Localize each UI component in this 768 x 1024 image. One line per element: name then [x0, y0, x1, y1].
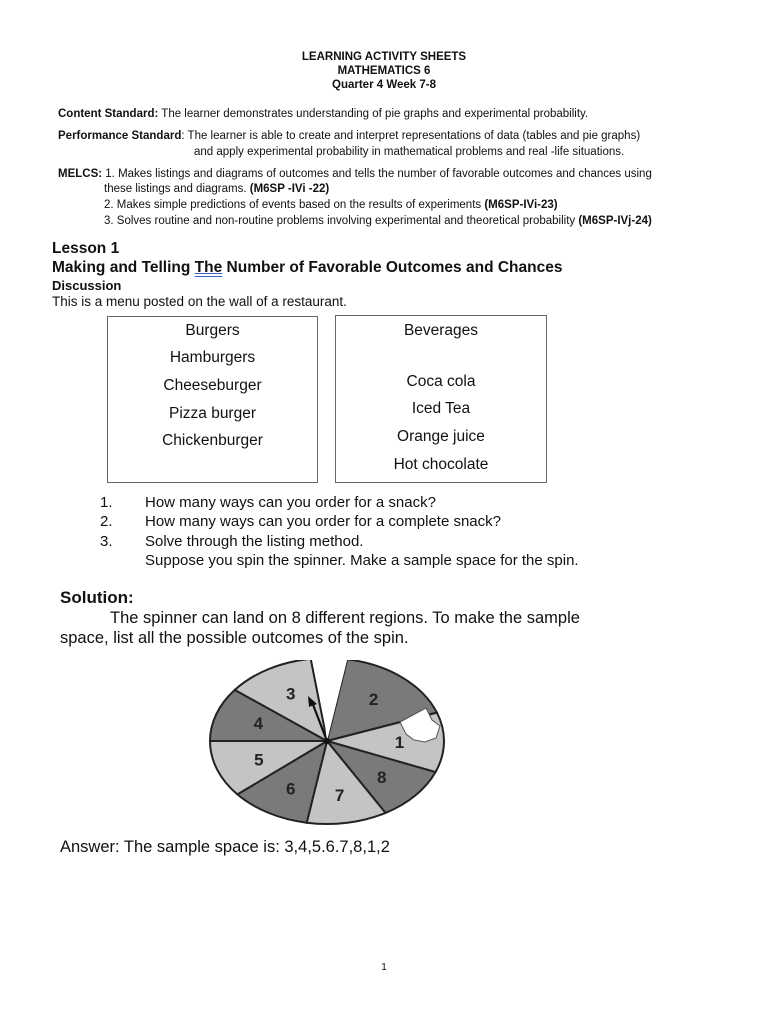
- melc-1-cont: [104, 181, 329, 197]
- discussion-heading: Discussion: [52, 278, 122, 293]
- melc-3: [104, 213, 652, 229]
- lesson-title-part-b: Number of Favorable Outcomes and Chances: [222, 259, 563, 276]
- menu-intro: This is a menu posted on the wall of a restaurant.: [52, 294, 347, 309]
- melc-2-text: 2. Makes simple predictions of events based on the results of experiments: [104, 199, 485, 211]
- page-number: 1: [381, 962, 387, 973]
- spinner-label: 3: [285, 684, 296, 704]
- menu-item-beverage: Coca cola: [406, 373, 476, 390]
- melc-1-code: (M6SP -IVi -22): [249, 183, 330, 195]
- melc-1: [58, 166, 652, 182]
- menu-item-burger: Cheeseburger: [163, 377, 262, 394]
- answer-text: Answer: The sample space is: 3,4,5.6.7,8,1,2: [60, 838, 390, 856]
- lesson-number: Lesson 1: [52, 240, 120, 257]
- menu-item-beverage: Orange juice: [397, 428, 485, 445]
- burgers-box: [107, 316, 318, 483]
- question-number: 1.: [100, 494, 113, 511]
- question-number: 3.: [100, 533, 113, 550]
- menu-item-burger: Pizza burger: [168, 405, 256, 422]
- performance-standard-label: Performance Standard: [58, 130, 182, 142]
- question-3-extra: Suppose you spin the spinner. Make a sample space for the spin.: [145, 552, 579, 569]
- spinner-label: 7: [334, 785, 345, 805]
- content-standard-label: Content Standard:: [58, 108, 159, 120]
- question-text: How many ways can you order for a snack?: [145, 494, 436, 511]
- spinner-label: 4: [253, 714, 264, 734]
- menu-item-beverage: Hot chocolate: [393, 456, 489, 473]
- beverages-box: [335, 315, 547, 483]
- menu-item-burger: Hamburgers: [169, 349, 256, 366]
- melc-1-cont-text: these listings and diagrams.: [104, 183, 250, 195]
- menu-item-beverage: Iced Tea: [411, 400, 471, 417]
- lesson-title-part-a: Making and Telling: [52, 259, 195, 276]
- melc-2: [104, 197, 558, 213]
- spinner-center: [324, 738, 330, 744]
- performance-standard-text: : The learner is able to create and interpret representations of data (tables and pie graphs): [181, 130, 641, 142]
- subject-title: MATHEMATICS 6: [337, 65, 431, 77]
- beverages-heading: Beverages: [403, 322, 479, 339]
- content-standard: [58, 106, 588, 122]
- spinner-label: 8: [376, 767, 387, 787]
- burgers-heading: Burgers: [185, 322, 240, 339]
- quarter-week: Quarter 4 Week 7-8: [332, 79, 436, 91]
- sheet-title: LEARNING ACTIVITY SHEETS: [301, 51, 467, 63]
- performance-standard-cont: and apply experimental probability in mathematical problems and real -life situations.: [194, 146, 625, 158]
- solution-line-2: space, list all the possible outcomes of the spin.: [60, 629, 409, 647]
- spinner-label: 5: [254, 750, 264, 770]
- spinner-label: 6: [285, 779, 296, 799]
- lesson-title: [52, 259, 562, 277]
- spinner-label: 1: [394, 733, 405, 752]
- melc-3-code: (M6SP-IVj-24): [578, 215, 652, 227]
- performance-standard: [58, 128, 640, 144]
- question-number: 2.: [100, 513, 113, 530]
- melc-2-code: (M6SP-IVi-23): [484, 199, 558, 211]
- question-text: Solve through the listing method.: [145, 533, 364, 550]
- melcs-label: MELCS:: [58, 168, 103, 180]
- content-standard-text: The learner demonstrates understanding of pie graphs and experimental probability.: [158, 108, 589, 120]
- spinner-label: 2: [368, 690, 379, 709]
- spinner-diagram: [200, 660, 460, 832]
- melc-1-text: 1. Makes listings and diagrams of outcomes and tells the number of favorable outcomes and chances using: [102, 168, 652, 180]
- lesson-title-the: The: [194, 259, 223, 276]
- solution-line-1: The spinner can land on 8 different regions. To make the sample: [110, 609, 580, 627]
- melc-3-text: 3. Solves routine and non-routine problems involving experimental and theoretical probability: [104, 215, 579, 227]
- menu-item-burger: Chickenburger: [162, 432, 263, 449]
- solution-label: Solution:: [60, 588, 134, 607]
- question-text: How many ways can you order for a complete snack?: [145, 513, 501, 530]
